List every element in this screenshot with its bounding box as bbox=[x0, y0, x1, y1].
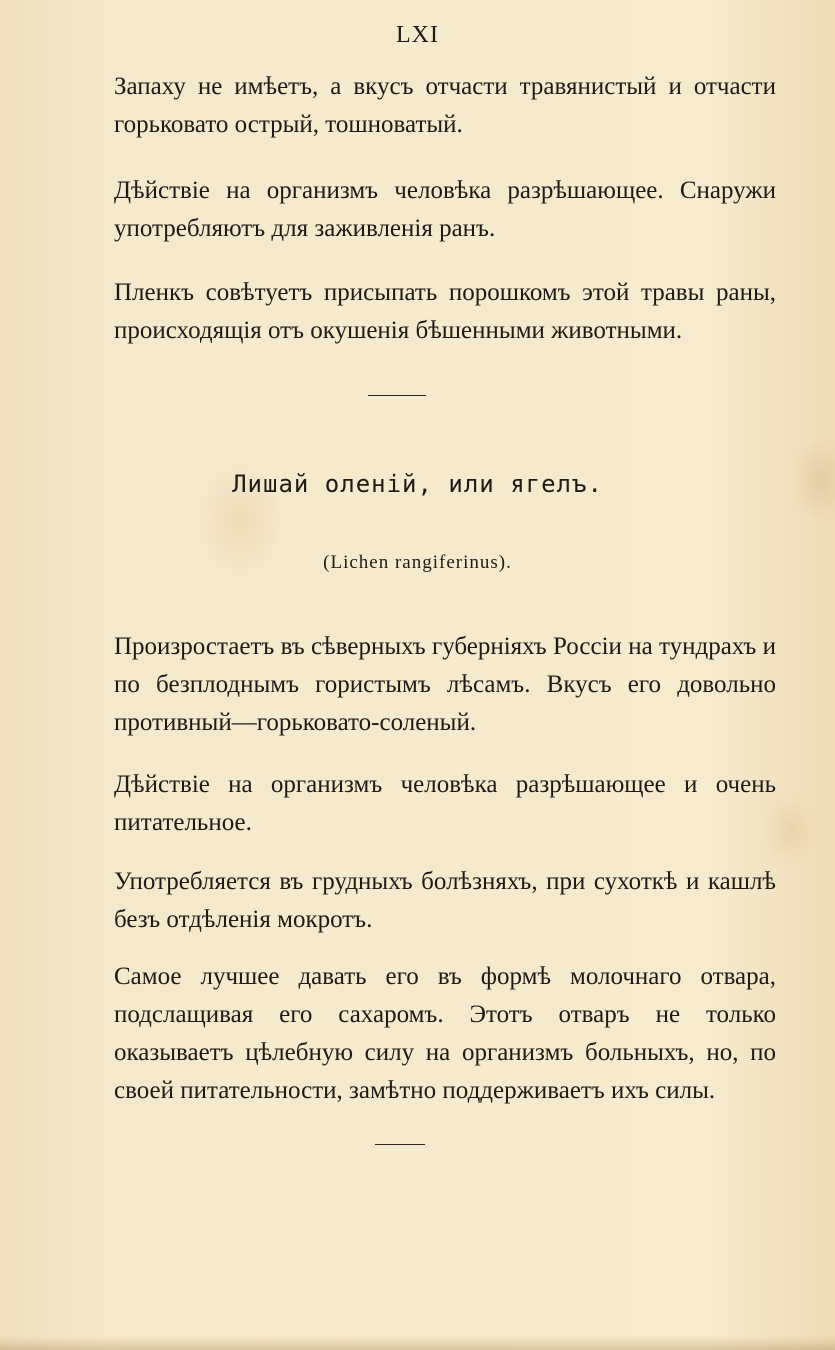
page-number: LXI bbox=[396, 22, 439, 48]
paragraph-pliny: Пленкъ совѣтуетъ присыпать порошкомъ этой травы раны, происходящія отъ окушенія бѣшенными животными. bbox=[114, 279, 776, 344]
section-title: Лишай оленій, или ягелъ. bbox=[232, 470, 603, 498]
paragraph-habitat: Произростаетъ въ сѣверныхъ губерніяхъ Россіи на тундрахъ и по безплоднымъ гористымъ лѣсамъ. Вкусъ его довольно противный—горьковато-соленый. bbox=[114, 633, 776, 736]
latin-name: (Lichen rangiferinus). bbox=[323, 552, 512, 573]
paragraph-action: Дѣйствіе на организмъ человѣка разрѣшающее. Снаружи употребляютъ для заживленія ранъ. bbox=[114, 177, 776, 242]
paragraph-taste: Запаху не имѣетъ, а вкусъ отчасти травянистый и отчасти горьковато острый, тошноватый. bbox=[114, 73, 776, 138]
paragraph-dosage: Самое лучшее давать его въ формѣ молочнаго отвара, подслащивая его сахаромъ. Этотъ отваръ не только оказываетъ цѣлебную силу на организмъ больныхъ, но, по своей питательности, замѣтно поддерживаетъ ихъ силы. bbox=[114, 963, 776, 1104]
page-edge bbox=[0, 1336, 835, 1350]
paragraph-usage: Употребляется въ грудныхъ болѣзняхъ, при сухоткѣ и кашлѣ безъ отдѣленія мокротъ. bbox=[114, 868, 776, 933]
paragraph-effect: Дѣйствіе на организмъ человѣка разрѣшающее и очень питательное. bbox=[114, 771, 776, 836]
section-divider bbox=[368, 395, 426, 396]
end-divider bbox=[375, 1144, 425, 1145]
